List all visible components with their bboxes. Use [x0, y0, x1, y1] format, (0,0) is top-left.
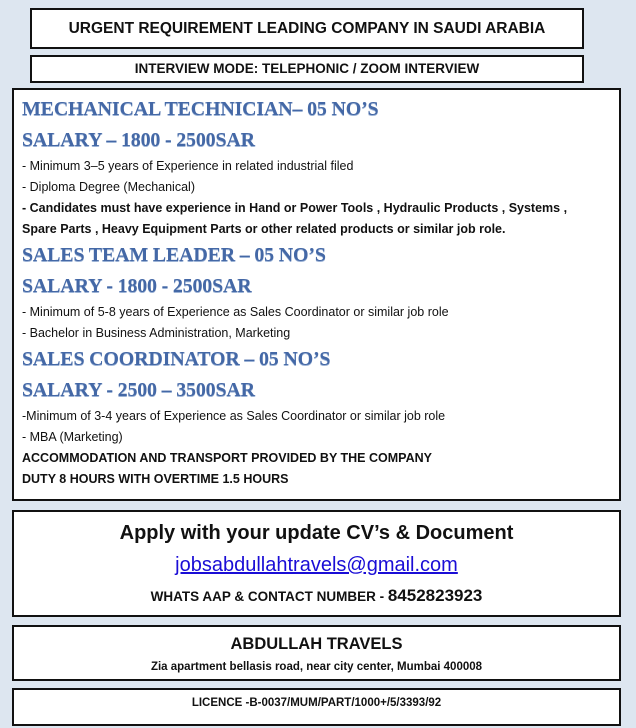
requirement: - Bachelor in Business Administration, Marketing [22, 326, 291, 340]
requirement: -Minimum of 3-4 years of Experience as Sales Coordinator or similar job role [22, 409, 446, 423]
job-title: SALES TEAM LEADER – 05 NO’S [22, 244, 326, 266]
email-link[interactable]: jobsabdullahtravels@gmail.com [175, 554, 458, 576]
interview-mode-box [30, 55, 584, 83]
requirement: - MBA (Marketing) [22, 430, 123, 444]
requirement: - Minimum of 5-8 years of Experience as Sales Coordinator or similar job role [22, 305, 449, 319]
title-box [30, 8, 584, 49]
page-title: URGENT REQUIREMENT LEADING COMPANY IN SAUDI ARABIA [68, 20, 546, 37]
job-salary: SALARY - 1800 - 2500SAR [22, 275, 252, 297]
apply-heading: Apply with your update CV’s & Document [119, 522, 514, 544]
requirement: - Minimum 3–5 years of Experience in related industrial filed [22, 159, 354, 173]
licence-number: LICENCE -B-0037/MUM/PART/1000+/5/3393/92 [191, 697, 442, 709]
job-title: SALES COORDINATOR – 05 NO’S [22, 348, 331, 370]
benefit: ACCOMMODATION AND TRANSPORT PROVIDED BY THE COMPANY [22, 451, 432, 465]
agency-name: ABDULLAH TRAVELS [230, 635, 403, 653]
licence-box [12, 688, 621, 726]
requirement: - Candidates must have experience in Hand or Power Tools , Hydraulic Products , Systems , [22, 201, 568, 215]
apply-box [12, 510, 621, 617]
requirement: - Diploma Degree (Mechanical) [22, 180, 195, 194]
job-listings [12, 88, 621, 501]
interview-mode: INTERVIEW MODE: TELEPHONIC / ZOOM INTERVIEW [134, 61, 480, 76]
job-salary: SALARY - 2500 – 3500SAR [22, 379, 255, 401]
contact-label: WHATS AAP & CONTACT NUMBER - [150, 589, 388, 604]
requirement: Spare Parts , Heavy Equipment Parts or other related products or similar job role. [22, 222, 506, 236]
job-title: MECHANICAL TECHNICIAN– 05 NO’S [22, 98, 379, 120]
agency-address: Zia apartment bellasis road, near city center, Mumbai 400008 [150, 661, 483, 673]
job-salary: SALARY – 1800 - 2500SAR [22, 129, 255, 151]
benefit: DUTY 8 HOURS WITH OVERTIME 1.5 HOURS [22, 472, 289, 486]
contact-number: 8452823923 [387, 586, 483, 605]
contact-line [14, 582, 619, 611]
agency-box [12, 625, 621, 681]
